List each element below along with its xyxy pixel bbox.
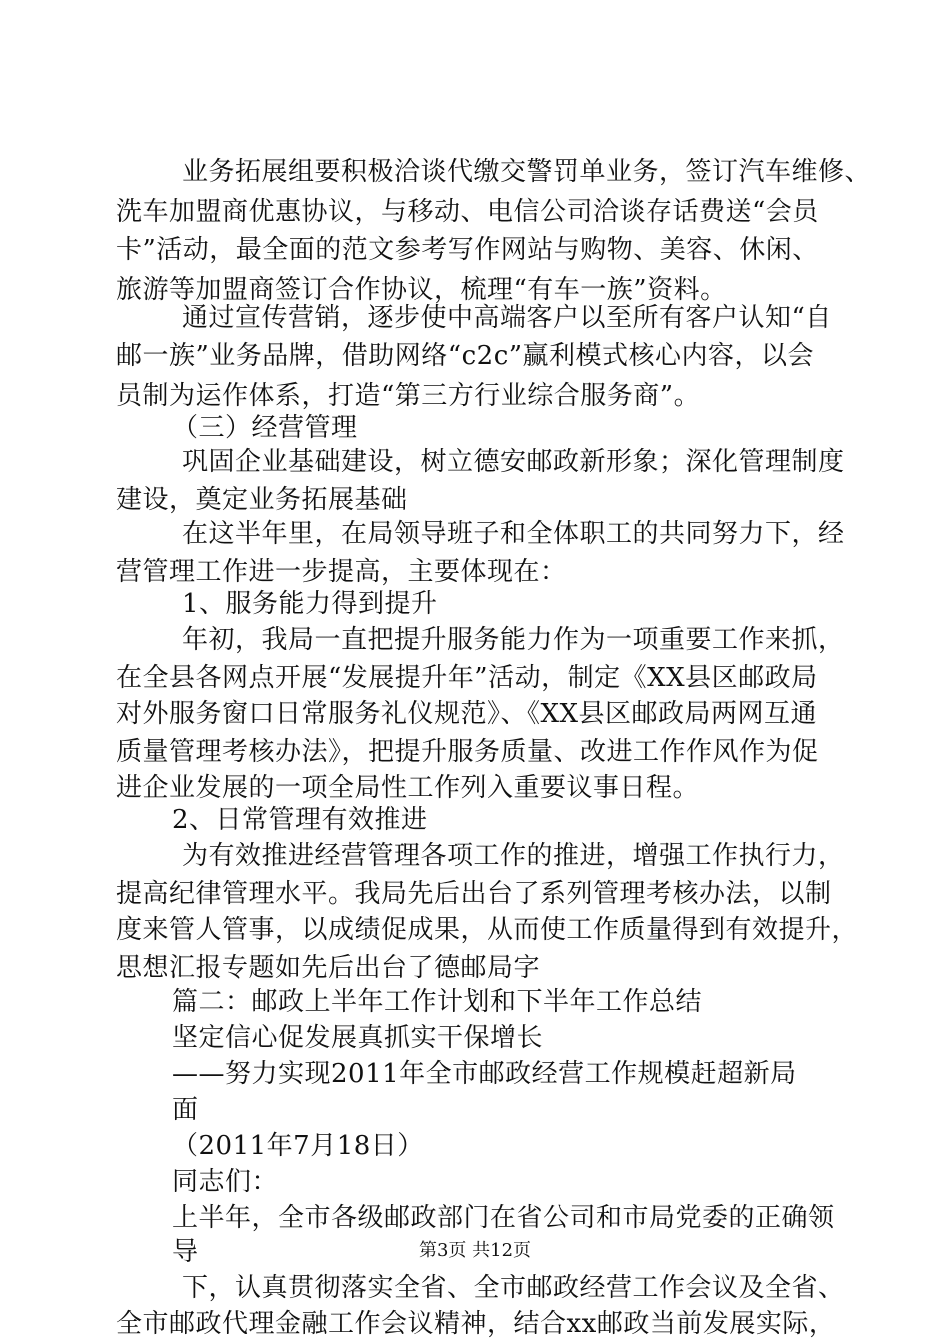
paragraph-line: （2011年7月18日）: [172, 1131, 424, 1161]
section-heading: 1、服务能力得到提升: [182, 589, 438, 619]
paragraph-line: 年初，我局一直把提升服务能力作为一项重要工作来抓，: [182, 625, 845, 655]
paragraph-line: 邮一族”业务品牌，借助网络“c2c”赢利模式核心内容，以会: [116, 341, 815, 371]
paragraph-line: 通过宣传营销，逐步使中高端客户以至所有客户认知“自: [182, 303, 832, 333]
paragraph-line: 建设，奠定业务拓展基础: [116, 485, 408, 515]
paragraph-line: 上半年，全市各级邮政部门在省公司和市局党委的正确领: [172, 1203, 835, 1233]
paragraph-line: 同志们：: [172, 1167, 279, 1197]
page-footer: 第3页 共12页: [418, 1240, 532, 1261]
paragraph-line: 营管理工作进一步提高，主要体现在：: [116, 557, 567, 587]
paragraph-line: 全市邮政代理金融工作会议精神，结合xx邮政当前发展实际，: [116, 1309, 836, 1339]
paragraph-line: 洗车加盟商优惠协议，与移动、电信公司洽谈存话费送“会员: [116, 197, 819, 227]
paragraph-line: 质量管理考核办法》，把提升服务质量、改进工作作风作为促: [116, 737, 819, 767]
paragraph-line: 提高纪律管理水平。我局先后出台了系列管理考核办法，以制: [116, 879, 832, 909]
paragraph-line: ——努力实现2011年全市邮政经营工作规模赶超新局: [172, 1059, 797, 1089]
paragraph-line: 思想汇报专题如先后出台了德邮局字: [116, 953, 541, 983]
paragraph-line: 面: [172, 1095, 199, 1125]
paragraph-line: 对外服务窗口日常服务礼仪规范》、《XX县区邮政局两网互通: [116, 699, 818, 729]
paragraph-line: 导: [172, 1237, 199, 1267]
paragraph-line: 进企业发展的一项全局性工作列入重要议事日程。: [116, 773, 700, 803]
paragraph-line: 在这半年里，在局领导班子和全体职工的共同努力下，经: [182, 519, 845, 549]
section-heading: （三）经营管理: [172, 413, 358, 443]
paragraph-line: 巩固企业基础建设，树立德安邮政新形象；深化管理制度: [182, 447, 845, 477]
paragraph-line: 旅游等加盟商签订合作协议，梳理“有车一族”资料。: [116, 275, 727, 305]
paragraph-line: 在全县各网点开展“发展提升年”活动，制定《XX县区邮政局: [116, 663, 818, 693]
section-heading: 2、日常管理有效推进: [172, 805, 428, 835]
paragraph-line: 员制为运作体系，打造“第三方行业综合服务商”。: [116, 381, 701, 411]
paragraph-line: 业务拓展组要积极洽谈代缴交警罚单业务，签订汽车维修、: [182, 157, 872, 187]
paragraph-line: 卡”活动，最全面的范文参考写作网站与购物、美容、休闲、: [116, 235, 819, 265]
paragraph-line: 下，认真贯彻落实全省、全市邮政经营工作会议及全省、: [182, 1273, 845, 1303]
paragraph-line: 度来管人管事，以成绩促成果，从而使工作质量得到有效提升，: [116, 915, 859, 945]
paragraph-line: 坚定信心促发展真抓实干保增长: [172, 1023, 544, 1053]
section-heading: 篇二：邮政上半年工作计划和下半年工作总结: [172, 987, 703, 1017]
paragraph-line: 为有效推进经营管理各项工作的推进，增强工作执行力，: [182, 841, 845, 871]
